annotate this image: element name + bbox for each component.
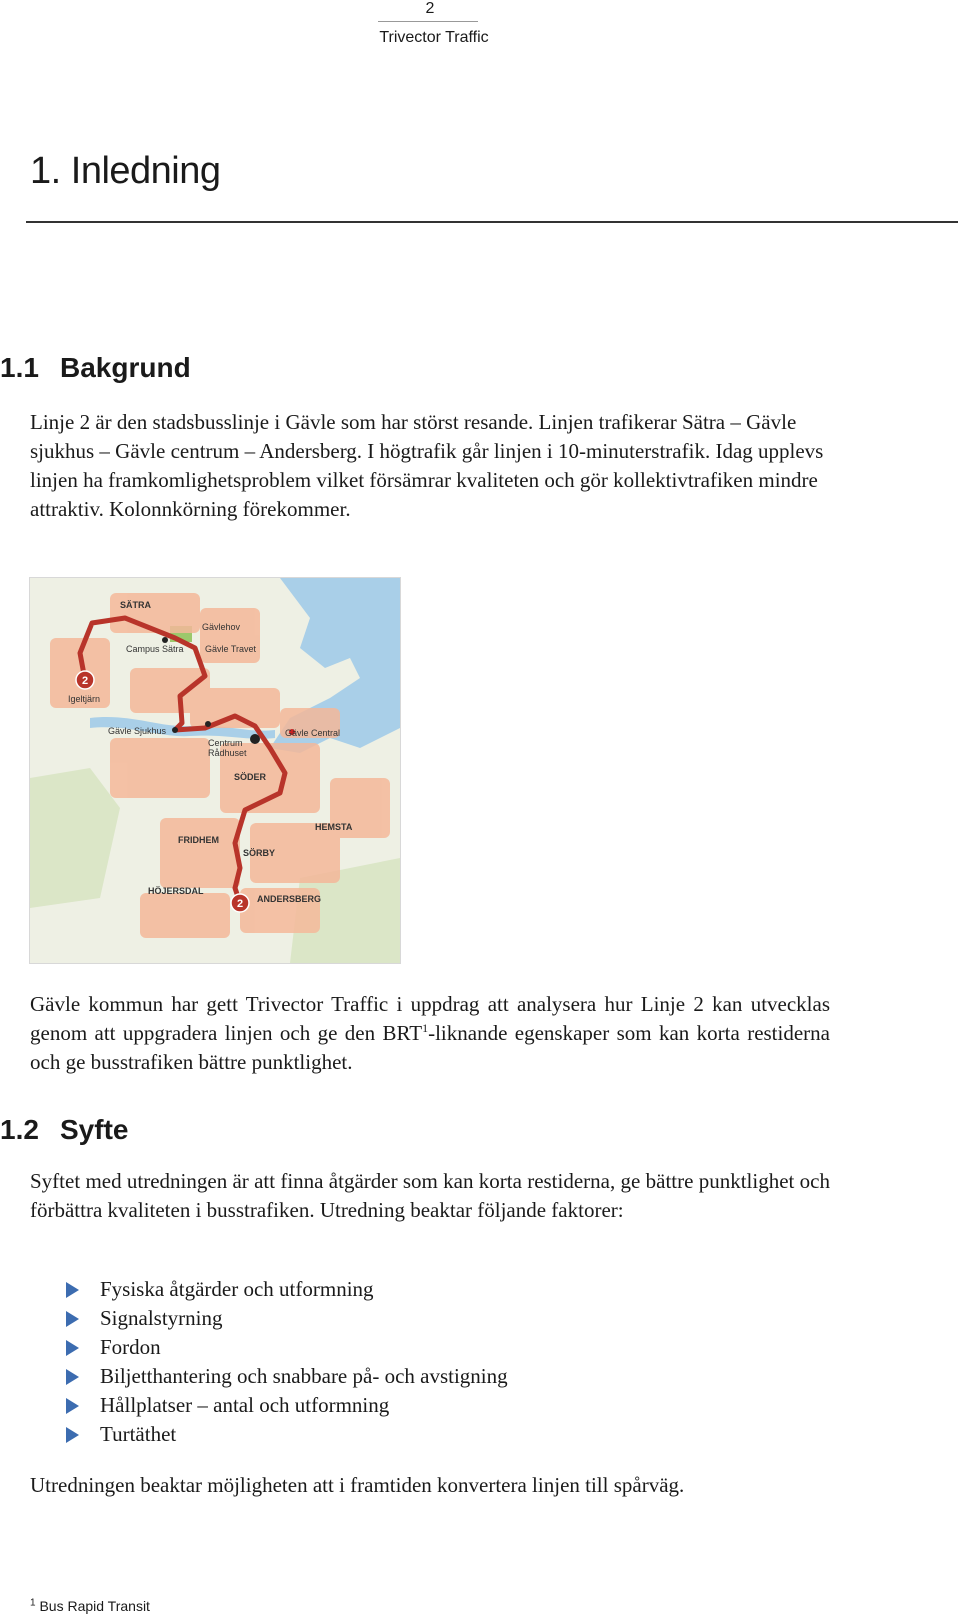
bakgrund-paragraph-2	[30, 990, 830, 1077]
closing-paragraph: Utredningen beaktar möjligheten att i framtiden konvertera linjen till spårväg.	[30, 1473, 685, 1497]
bakgrund-paragraph-2-after: -liknande egenskaper som kan korta restiderna och ge busstrafiken bättre punktlighet.	[30, 1021, 830, 1074]
list-item-text: Biljetthantering och snabbare på- och avstigning	[100, 1364, 508, 1388]
map-label-centrum: Centrum	[208, 738, 243, 748]
chapter-rule	[26, 221, 958, 223]
terminus-label-andersberg: 2	[236, 898, 244, 910]
footnote	[30, 1598, 150, 1614]
list-item	[66, 1362, 508, 1391]
section-heading-bakgrund	[0, 352, 191, 384]
factor-list	[66, 1275, 508, 1449]
syfte-paragraph: Syftet med utredningen är att finna åtgärder som kan korta restiderna, ge bättre punktlighet och förbättra kvaliteten i busstrafiken. Utredning beaktar följande faktorer:	[30, 1169, 830, 1222]
stop-radhuset	[205, 721, 211, 727]
list-item-text: Signalstyrning	[100, 1306, 223, 1330]
list-item-text: Turtäthet	[100, 1422, 177, 1446]
map-label-travet: Gävle Travet	[205, 644, 257, 654]
map-label-hemsta: HEMSTA	[315, 822, 353, 832]
terminus-label-satra: 2	[81, 675, 89, 687]
map-label-satra: SÄTRA	[120, 600, 151, 610]
map-label-soder: SÖDER	[234, 772, 267, 782]
map-label-fridhem: FRIDHEM	[178, 835, 219, 845]
map-label-sorby: SÖRBY	[243, 848, 276, 858]
chapter-number: 1.	[30, 150, 61, 192]
map-label-igeltjarn: Igeltjärn	[68, 694, 101, 704]
section-number: 1.1	[0, 352, 39, 383]
route-map-svg	[30, 578, 400, 963]
list-item	[66, 1420, 508, 1449]
triangle-bullet-icon	[66, 1311, 79, 1327]
list-item-text: Hållplatser – antal och utformning	[100, 1393, 390, 1417]
footnote-reference: 1	[422, 1021, 429, 1035]
list-item	[66, 1275, 508, 1304]
map-label-campus: Campus Sätra	[126, 644, 184, 654]
map-label-central: Gävle Central	[285, 728, 341, 738]
stop-central	[250, 734, 260, 744]
map-label-andersberg: ANDERSBERG	[257, 894, 322, 904]
list-item	[66, 1304, 508, 1333]
footnote-marker: 1	[30, 1597, 36, 1609]
map-label-sjukhus: Gävle Sjukhus	[108, 726, 167, 736]
stop-sjukhus	[172, 727, 178, 733]
list-item-text: Fysiska åtgärder och utformning	[100, 1277, 374, 1301]
header-rule	[378, 21, 478, 22]
map-label-radhuset: Rådhuset	[208, 748, 247, 758]
chapter-title-text: Inledning	[70, 150, 221, 192]
triangle-bullet-icon	[66, 1369, 79, 1385]
header-title: Trivector Traffic	[379, 29, 489, 46]
route-map	[29, 577, 401, 964]
section-number: 1.2	[0, 1114, 39, 1145]
triangle-bullet-icon	[66, 1398, 79, 1414]
chapter-title	[30, 150, 221, 193]
page-number: 2	[425, 0, 435, 17]
triangle-bullet-icon	[66, 1340, 79, 1356]
stop-campus	[162, 637, 168, 643]
list-item	[66, 1391, 508, 1420]
triangle-bullet-icon	[66, 1282, 79, 1298]
bakgrund-paragraph: Linje 2 är den stadsbusslinje i Gävle som har störst resande. Linjen trafikerar Sätra – Gävle sjukhus – Gävle centrum – Andersberg. I högtrafik går linjen i 10-minuterstrafik. Idag upplevs linjen ha framkomlighetsproblem vilket försämrar kvaliteten och gör kollektivtrafiken mindre attraktiv. Kolonnkörning förekommer.	[30, 410, 824, 521]
footnote-text: Bus Rapid Transit	[39, 1598, 150, 1614]
section-heading-syfte	[0, 1114, 128, 1146]
section-title: Syfte	[60, 1114, 129, 1145]
bakgrund-paragraph-2-before: Gävle kommun har gett Trivector Traffic i uppdrag att analysera hur Linje 2 kan utvecklas genom att uppgradera linjen och ge den BRT	[30, 992, 830, 1045]
map-label-gavlehov: Gävlehov	[202, 622, 241, 632]
map-label-hojersdal: HÖJERSDAL	[148, 886, 204, 896]
list-item	[66, 1333, 508, 1362]
section-title: Bakgrund	[60, 352, 191, 383]
list-item-text: Fordon	[100, 1335, 161, 1359]
triangle-bullet-icon	[66, 1427, 79, 1443]
